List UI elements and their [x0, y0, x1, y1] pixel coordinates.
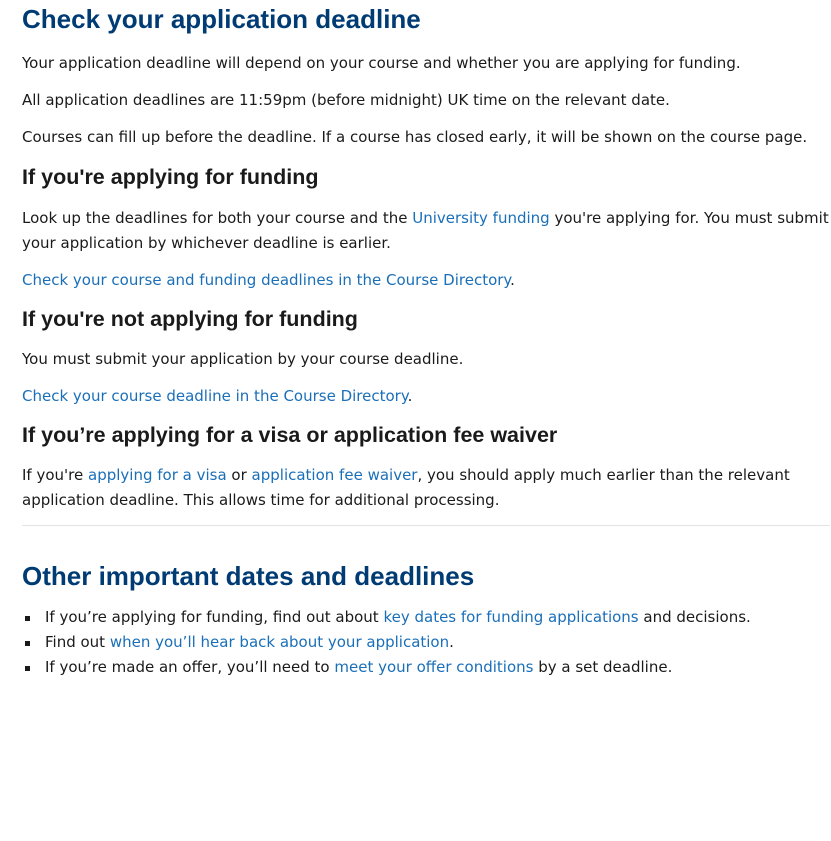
not-funding-link-suffix: .	[407, 387, 413, 405]
list-item	[22, 605, 831, 630]
not-funding-directory-paragraph	[22, 384, 831, 409]
funding-link-suffix: .	[510, 271, 515, 289]
university-funding-link[interactable]: University funding	[412, 209, 550, 227]
visa-text-before: If you're	[22, 466, 88, 484]
visa-text-after: , you should apply much earlier than the relevant application deadline. This allows time for additional processing.	[22, 466, 790, 509]
list-item	[22, 630, 831, 655]
list-item-text-before: If you’re made an offer, you’ll need to	[45, 658, 335, 676]
course-deadline-link[interactable]: Check your course deadline in the Course Directory	[22, 387, 408, 405]
funding-text-after: you're applying for. You must submit your application by whichever deadline is earlier.	[22, 209, 829, 252]
heading-visa-fee-waiver: If you’re applying for a visa or application fee waiver	[22, 423, 558, 447]
funding-paragraph	[22, 206, 831, 256]
list-item-text-after: .	[449, 633, 454, 651]
courses-fill-paragraph: Courses can fill up before the deadline. If a course has closed early, it will be shown on the course page.	[22, 128, 808, 146]
applying-for-visa-link[interactable]: applying for a visa	[88, 466, 227, 484]
hear-back-link[interactable]: when you’ll hear back about your application	[109, 633, 450, 651]
course-funding-deadlines-link[interactable]: Check your course and funding deadlines in the Course Directory	[22, 271, 511, 289]
visa-paragraph	[22, 463, 831, 513]
heading-applying-for-funding: If you're applying for funding	[22, 165, 319, 189]
key-dates-funding-link[interactable]: key dates for funding applications	[383, 608, 639, 626]
deadline-time-paragraph: All application deadlines are 11:59pm (before midnight) UK time on the relevant date.	[22, 91, 670, 109]
offer-conditions-link[interactable]: meet your offer conditions	[334, 658, 534, 676]
page-content	[0, 3, 831, 680]
funding-directory-paragraph	[22, 268, 831, 293]
deadline-intro-paragraph: Your application deadline will depend on your course and whether you are applying for funding.	[22, 54, 741, 72]
section-divider	[22, 525, 830, 526]
bullet-icon	[25, 641, 30, 646]
not-funding-paragraph: You must submit your application by your course deadline.	[22, 350, 464, 368]
section-title-other-dates: Other important dates and deadlines	[22, 561, 475, 591]
list-item	[22, 655, 831, 680]
list-item-text-before: If you’re applying for funding, find out about	[45, 608, 384, 626]
application-fee-waiver-link[interactable]: application fee waiver	[251, 466, 418, 484]
bullet-icon	[25, 616, 30, 621]
list-item-text-before: Find out	[45, 633, 110, 651]
heading-not-applying-for-funding: If you're not applying for funding	[22, 307, 358, 331]
list-item-text-after: by a set deadline.	[533, 658, 673, 676]
bullet-icon	[25, 666, 30, 671]
funding-text-before: Look up the deadlines for both your course and the	[22, 209, 413, 227]
section-title-application-deadline: Check your application deadline	[22, 4, 421, 34]
important-dates-list	[22, 605, 831, 680]
list-item-text-after: and decisions.	[638, 608, 751, 626]
visa-text-mid: or	[226, 466, 252, 484]
